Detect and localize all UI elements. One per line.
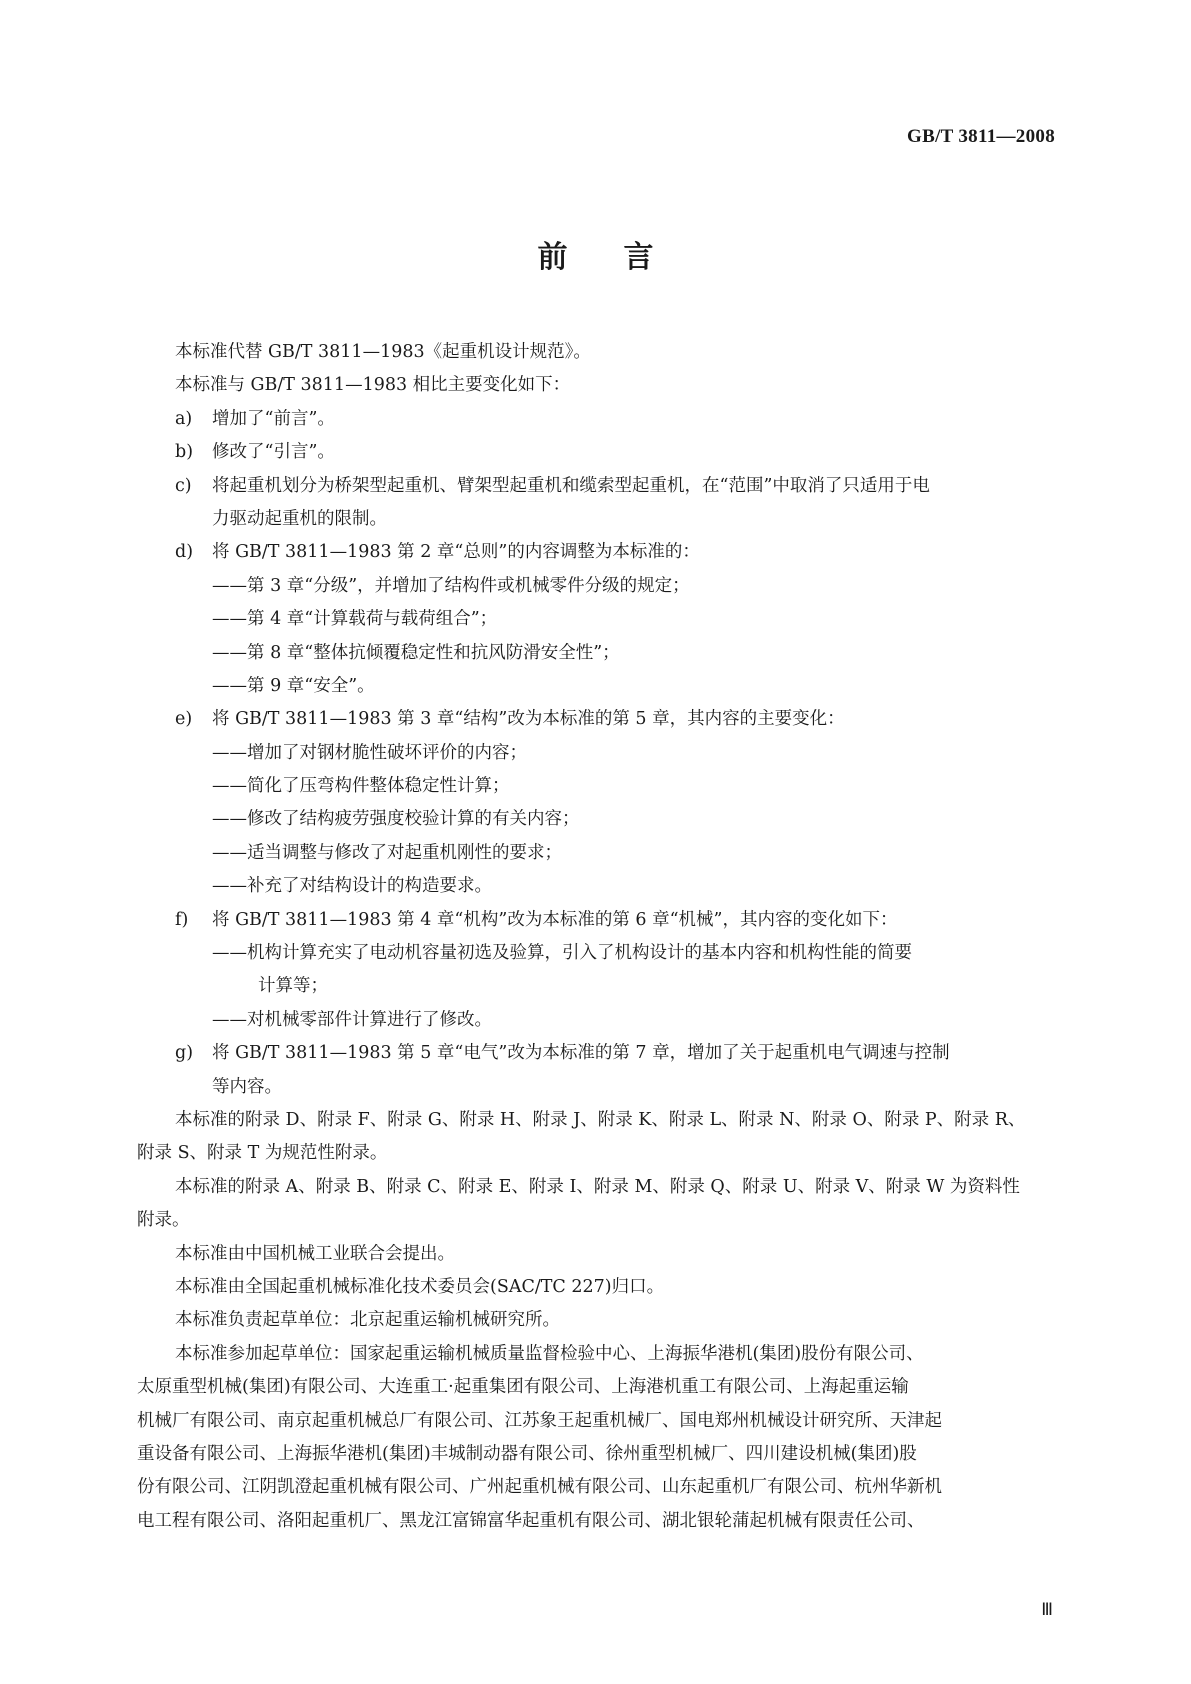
- page-title: 前言: [537, 240, 710, 275]
- item-label: g): [175, 1043, 194, 1064]
- item-label: c): [175, 475, 192, 496]
- sub-item: ——第 9 章“安全”。: [212, 675, 375, 696]
- paragraph: 本标准的附录 D、附录 F、附录 G、附录 H、附录 J、附录 K、附录 L、附录 N、附录 O、附录 P、附录 R、: [175, 1109, 1026, 1130]
- paragraph-continued: 附录 S、附录 T 为规范性附录。: [137, 1143, 388, 1164]
- item-label: e): [175, 709, 193, 730]
- list-item-d: [137, 536, 1063, 569]
- sub-item: ——修改了结构疲劳强度校验计算的有关内容；: [212, 809, 580, 830]
- sub-item: ——机构计算充实了电动机容量初选及验算，引入了机构设计的基本内容和机构性能的简要: [212, 943, 912, 964]
- paragraph: 本标准由中国机械工业联合会提出。: [175, 1243, 455, 1264]
- item-label: f): [175, 909, 189, 930]
- sub-item: ——第 8 章“整体抗倾覆稳定性和抗风防滑安全性”；: [212, 642, 620, 663]
- sub-item: ——简化了压弯构件整体稳定性计算；: [212, 776, 510, 797]
- paragraph: 本标准负责起草单位：北京起重运输机械研究所。: [175, 1310, 560, 1331]
- paragraph-continued: 机械厂有限公司、南京起重机械总厂有限公司、江苏象王起重机械厂、国电郑州机械设计研究所、天津起: [137, 1410, 942, 1431]
- list-item-c-continued: 力驱动起重机的限制。: [212, 508, 387, 529]
- sub-item: ——第 3 章“分级”，并增加了结构件或机械零件分级的规定；: [212, 575, 690, 596]
- item-text: 增加了“前言”。: [212, 408, 335, 429]
- list-item-g: [137, 1037, 1063, 1070]
- sub-item: ——第 4 章“计算载荷与载荷组合”；: [212, 609, 498, 630]
- item-label: b): [175, 442, 194, 463]
- list-item-e: [137, 703, 1063, 736]
- sub-item: ——对机械零部件计算进行了修改。: [212, 1009, 492, 1030]
- sub-item-continued: 计算等；: [258, 976, 328, 997]
- item-text: 将 GB/T 3811—1983 第 3 章“结构”改为本标准的第 5 章，其内容的主要变化：: [212, 709, 845, 730]
- paragraph: 本标准代替 GB/T 3811—1983《起重机设计规范》。: [175, 342, 591, 362]
- document-body: [137, 336, 1063, 1538]
- item-text: 修改了“引言”。: [212, 442, 335, 463]
- item-label: d): [175, 542, 194, 563]
- page-number: Ⅲ: [1041, 1600, 1053, 1619]
- sub-item: ——适当调整与修改了对起重机刚性的要求；: [212, 842, 562, 863]
- list-item-c: [137, 470, 1063, 503]
- sub-item: ——补充了对结构设计的构造要求。: [212, 876, 492, 897]
- paragraph: 本标准参加起草单位：国家起重运输机械质量监督检验中心、上海振华港机(集团)股份有限公司、: [175, 1343, 924, 1364]
- paragraph-continued: 太原重型机械(集团)有限公司、大连重工·起重集团有限公司、上海港机重工有限公司、上海起重运输: [137, 1377, 909, 1398]
- item-text: 将起重机划分为桥架型起重机、臂架型起重机和缆索型起重机，在“范围”中取消了只适用于电: [212, 475, 930, 496]
- paragraph-continued: 电工程有限公司、洛阳起重机厂、黑龙江富锦富华起重机有限公司、湖北银轮蒲起机械有限责任公司、: [137, 1510, 925, 1531]
- sub-item: ——增加了对钢材脆性破坏评价的内容；: [212, 742, 527, 763]
- item-label: a): [175, 408, 193, 429]
- list-item-a: [137, 403, 1063, 436]
- item-text: 将 GB/T 3811—1983 第 2 章“总则”的内容调整为本标准的：: [212, 542, 700, 563]
- paragraph: 本标准的附录 A、附录 B、附录 C、附录 E、附录 I、附录 M、附录 Q、附录 U、附录 V、附录 W 为资料性: [175, 1176, 1020, 1197]
- list-item-g-continued: 等内容。: [212, 1076, 282, 1097]
- item-text: 将 GB/T 3811—1983 第 4 章“机构”改为本标准的第 6 章“机械”，其内容的变化如下：: [212, 909, 898, 930]
- list-item-f: [137, 904, 1063, 937]
- paragraph: 本标准与 GB/T 3811—1983 相比主要变化如下：: [175, 375, 571, 396]
- paragraph: 本标准由全国起重机械标准化技术委员会(SAC/TC 227)归口。: [175, 1276, 665, 1297]
- item-text: 将 GB/T 3811—1983 第 5 章“电气”改为本标准的第 7 章，增加了关于起重机电气调速与控制: [212, 1043, 950, 1064]
- paragraph-continued: 重设备有限公司、上海振华港机(集团)丰城制动器有限公司、徐州重型机械厂、四川建设机械(集团)股: [137, 1443, 917, 1464]
- paragraph-continued: 份有限公司、江阴凯澄起重机械有限公司、广州起重机械有限公司、山东起重机厂有限公司、杭州华新机: [137, 1477, 942, 1498]
- paragraph-continued: 附录。: [137, 1210, 190, 1231]
- list-item-b: [137, 436, 1063, 469]
- standard-code: GB/T 3811—2008: [907, 126, 1055, 147]
